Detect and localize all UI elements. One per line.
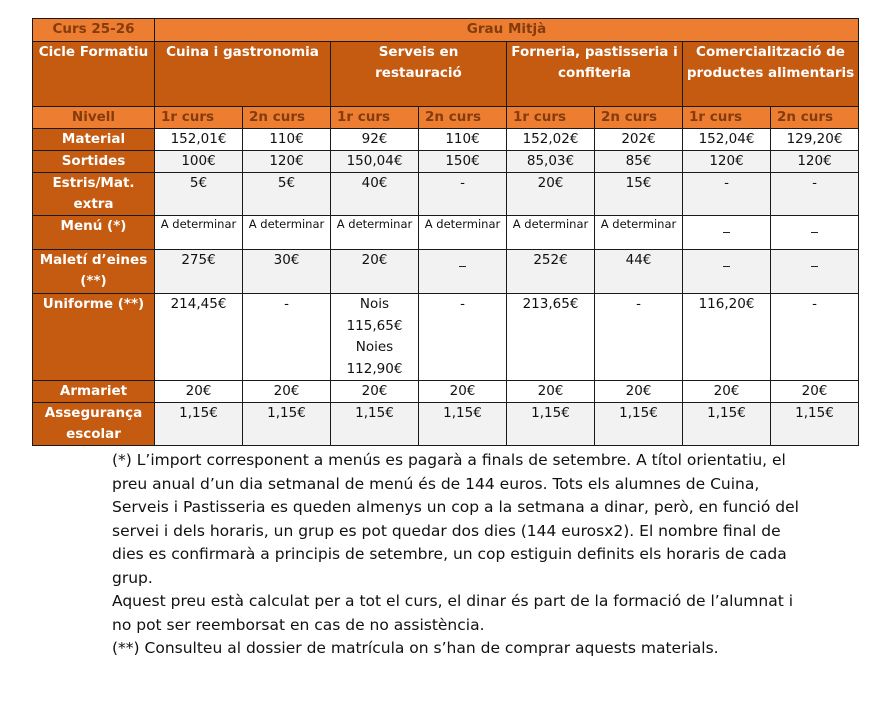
value-cell: 214,45€ — [155, 294, 243, 381]
row-label: Estris/Mat. extra — [33, 173, 155, 216]
value-cell: 150€ — [419, 151, 507, 173]
level-header: 1r curs — [155, 107, 243, 129]
note-menu: (*) L’import corresponent a menús es pagarà a finals de setembre. A títol orientatiu, el preu anual d’un dia setmanal de menú és de 144 euros. Tots els alumnes de Cuina, Serveis i Pastisseria es queden almenys un cop a la setmana a dinar, però, en funció del servei i dels horaris, un grup es pot quedar dos dies (144 eurosx2). El nombre final de dies es confirmarà a principis de setembre, un cop estiguin definits els horaris de cada grup. — [112, 451, 799, 587]
level-header: 2n curs — [595, 107, 683, 129]
value-cell: A determinar — [595, 216, 683, 250]
value-cell: _ — [683, 250, 771, 294]
value-cell: 110€ — [243, 129, 331, 151]
value-cell: A determinar — [243, 216, 331, 250]
value-cell: 120€ — [771, 151, 859, 173]
row-label: Sortides — [33, 151, 155, 173]
table-row — [33, 173, 859, 216]
row-label: Assegurança escolar — [33, 403, 155, 446]
value-cell: 213,65€ — [507, 294, 595, 381]
value-cell: 92€ — [331, 129, 419, 151]
level-header: 1r curs — [331, 107, 419, 129]
value-cell: 150,04€ — [331, 151, 419, 173]
value-cell: - — [243, 294, 331, 381]
fees-table — [32, 18, 859, 446]
row-label: Maletí d’eines (**) — [33, 250, 155, 294]
value-cell: 1,15€ — [243, 403, 331, 446]
value-cell: 100€ — [155, 151, 243, 173]
value-cell: 116,20€ — [683, 294, 771, 381]
value-cell: - — [419, 173, 507, 216]
value-cell: 20€ — [331, 250, 419, 294]
level-header: 2n curs — [419, 107, 507, 129]
value-cell: 5€ — [155, 173, 243, 216]
value-cell: 1,15€ — [683, 403, 771, 446]
value-cell: 20€ — [683, 381, 771, 403]
footnotes — [112, 449, 802, 661]
value-cell: 85,03€ — [507, 151, 595, 173]
value-cell: 129,20€ — [771, 129, 859, 151]
note-materials: (**) Consulteu al dossier de matrícula on s’han de comprar aquests materials. — [112, 639, 719, 657]
value-cell: 252€ — [507, 250, 595, 294]
note-price: Aquest preu està calculat per a tot el curs, el dinar és part de la formació de l’alumnat i no pot ser reemborsat en cas de no assistència. — [112, 592, 794, 634]
value-cell: A determinar — [419, 216, 507, 250]
value-cell: 1,15€ — [771, 403, 859, 446]
table-row — [33, 129, 859, 151]
value-cell: A determinar — [155, 216, 243, 250]
value-cell: 40€ — [331, 173, 419, 216]
value-cell: 1,15€ — [155, 403, 243, 446]
value-cell: 152,02€ — [507, 129, 595, 151]
row-label: Armariet — [33, 381, 155, 403]
level-header: 2n curs — [771, 107, 859, 129]
table-row — [33, 403, 859, 446]
cycle-label: Cicle Formatiu — [33, 42, 155, 107]
value-cell: 15€ — [595, 173, 683, 216]
value-cell: 20€ — [331, 381, 419, 403]
value-cell: 85€ — [595, 151, 683, 173]
value-cell: - — [419, 294, 507, 381]
table-row — [33, 216, 859, 250]
value-cell: 20€ — [155, 381, 243, 403]
value-cell: 1,15€ — [507, 403, 595, 446]
row-label: Uniforme (**) — [33, 294, 155, 381]
value-cell: 152,04€ — [683, 129, 771, 151]
value-cell: 152,01€ — [155, 129, 243, 151]
year-cell: Curs 25-26 — [33, 19, 155, 42]
cycle-comercialitzacio: Comercialització de productes alimentaris — [683, 42, 859, 107]
value-cell: 20€ — [419, 381, 507, 403]
value-cell: Nois 115,65€ Noies 112,90€ — [331, 294, 419, 381]
value-cell: A determinar — [331, 216, 419, 250]
value-cell: _ — [771, 216, 859, 250]
value-cell: 20€ — [771, 381, 859, 403]
value-cell: _ — [683, 216, 771, 250]
level-header: 1r curs — [683, 107, 771, 129]
value-cell: 30€ — [243, 250, 331, 294]
value-cell: 44€ — [595, 250, 683, 294]
value-cell: 1,15€ — [331, 403, 419, 446]
table-row — [33, 151, 859, 173]
level-label: Nivell — [33, 107, 155, 129]
value-cell: 20€ — [507, 381, 595, 403]
value-cell: - — [771, 294, 859, 381]
value-cell: - — [595, 294, 683, 381]
cycle-serveis: Serveis en restauració — [331, 42, 507, 107]
row-label: Menú (*) — [33, 216, 155, 250]
value-cell: 20€ — [595, 381, 683, 403]
table-row — [33, 381, 859, 403]
value-cell: - — [683, 173, 771, 216]
row-label: Material — [33, 129, 155, 151]
grade-cell: Grau Mitjà — [155, 19, 859, 42]
value-cell: 1,15€ — [419, 403, 507, 446]
value-cell: 120€ — [683, 151, 771, 173]
value-cell: 275€ — [155, 250, 243, 294]
value-cell: 20€ — [243, 381, 331, 403]
level-header: 2n curs — [243, 107, 331, 129]
table-row — [33, 250, 859, 294]
level-header: 1r curs — [507, 107, 595, 129]
value-cell: 5€ — [243, 173, 331, 216]
value-cell: _ — [771, 250, 859, 294]
cycle-forneria: Forneria, pastisseria i confiteria — [507, 42, 683, 107]
value-cell: 110€ — [419, 129, 507, 151]
value-cell: _ — [419, 250, 507, 294]
value-cell: - — [771, 173, 859, 216]
value-cell: 202€ — [595, 129, 683, 151]
table-row — [33, 294, 859, 381]
value-cell: 1,15€ — [595, 403, 683, 446]
value-cell: 20€ — [507, 173, 595, 216]
value-cell: 120€ — [243, 151, 331, 173]
value-cell: A determinar — [507, 216, 595, 250]
cycle-cuina: Cuina i gastronomia — [155, 42, 331, 107]
